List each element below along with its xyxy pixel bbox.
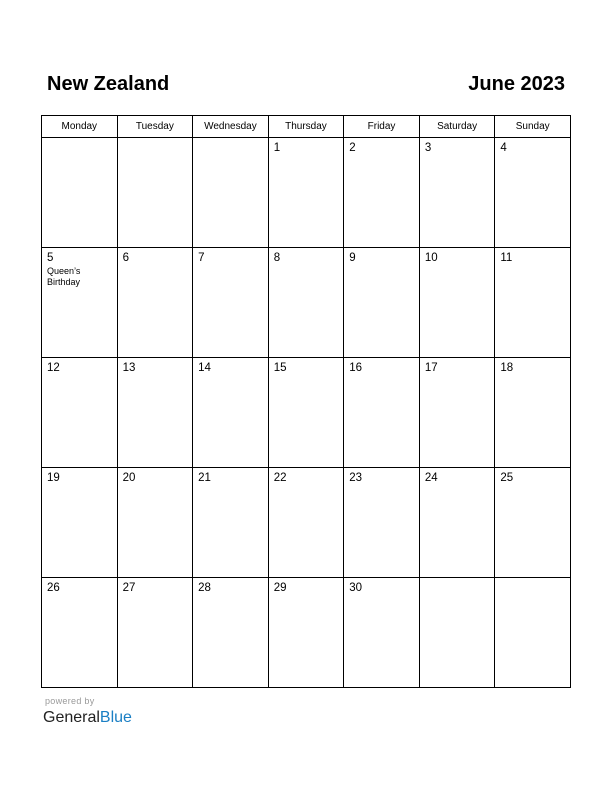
day-number: 26	[47, 582, 60, 594]
weekday-header-monday: Monday	[42, 116, 118, 138]
brand-general-text: General	[43, 709, 100, 726]
day-number: 14	[198, 362, 211, 374]
day-cell	[344, 138, 420, 248]
day-cell	[42, 248, 118, 358]
day-number: 24	[424, 472, 438, 484]
country-title: New Zealand	[47, 73, 170, 95]
day-cell	[193, 578, 269, 688]
day-cell	[495, 578, 571, 688]
day-cell	[495, 468, 571, 578]
generalblue-logo[interactable]	[43, 708, 132, 728]
day-cell	[42, 138, 118, 248]
day-number: 30	[349, 582, 363, 594]
day-number: 22	[273, 472, 287, 484]
weekday-header-tuesday: Tuesday	[117, 116, 193, 138]
day-cell	[419, 248, 495, 358]
day-cell	[495, 248, 571, 358]
weekday-header-friday: Friday	[344, 116, 420, 138]
day-number: 11	[500, 252, 513, 264]
day-number: 16	[349, 362, 363, 374]
day-cell	[42, 578, 118, 688]
day-cell	[344, 578, 420, 688]
day-cell	[193, 468, 269, 578]
day-cell	[117, 248, 193, 358]
month-year-title: June 2023	[468, 73, 565, 95]
day-cell	[268, 138, 344, 248]
day-number	[193, 138, 268, 141]
day-cell	[344, 468, 420, 578]
day-cell	[268, 358, 344, 468]
day-cell	[495, 358, 571, 468]
week-row	[42, 138, 571, 248]
day-number: 12	[47, 362, 60, 374]
holiday-label: Queen’s Birthday	[47, 266, 81, 287]
day-number: 3	[424, 142, 432, 154]
day-number: 28	[198, 582, 211, 594]
day-number	[420, 578, 495, 581]
weekday-header-wednesday: Wednesday	[193, 116, 269, 138]
footer-branding	[43, 696, 132, 728]
day-number: 18	[500, 362, 514, 374]
day-cell	[193, 138, 269, 248]
day-cell	[344, 358, 420, 468]
day-cell	[117, 578, 193, 688]
powered-by-label: powered by	[45, 696, 95, 706]
day-cell	[268, 578, 344, 688]
day-cell	[268, 248, 344, 358]
day-number: 2	[349, 142, 356, 154]
day-cell	[419, 468, 495, 578]
day-number	[118, 138, 193, 141]
day-cell	[42, 468, 118, 578]
day-number: 20	[122, 472, 136, 484]
week-row	[42, 358, 571, 468]
week-row	[42, 248, 571, 358]
weekday-header-thursday: Thursday	[268, 116, 344, 138]
day-number: 27	[122, 582, 136, 594]
day-cell	[42, 358, 118, 468]
day-number: 7	[198, 252, 205, 264]
day-cell	[419, 578, 495, 688]
day-number: 23	[349, 472, 363, 484]
day-number: 29	[273, 582, 287, 594]
day-cell	[193, 358, 269, 468]
weekday-header-sunday: Sunday	[495, 116, 571, 138]
day-number	[495, 578, 570, 581]
weekday-header-saturday: Saturday	[419, 116, 495, 138]
day-cell	[344, 248, 420, 358]
day-number: 19	[47, 472, 60, 484]
day-number: 17	[424, 362, 438, 374]
day-cell	[495, 138, 571, 248]
day-number: 13	[122, 362, 136, 374]
day-cell	[419, 138, 495, 248]
day-number: 6	[122, 252, 129, 264]
day-cell	[419, 358, 495, 468]
day-number: 25	[500, 472, 514, 484]
week-row	[42, 468, 571, 578]
brand-blue-text: Blue	[99, 709, 132, 726]
day-cell	[117, 138, 193, 248]
calendar-grid	[41, 115, 571, 688]
weekday-header-row	[42, 116, 571, 138]
day-cell	[117, 468, 193, 578]
day-number: 21	[198, 472, 211, 484]
week-row	[42, 578, 571, 688]
day-number: 4	[500, 142, 507, 154]
day-cell	[193, 248, 269, 358]
day-cell	[268, 468, 344, 578]
day-number: 5	[47, 252, 54, 264]
day-cell	[117, 358, 193, 468]
day-number: 15	[273, 362, 287, 374]
day-number: 9	[349, 252, 356, 264]
day-number	[42, 138, 117, 141]
day-number: 8	[273, 252, 281, 264]
day-number: 1	[273, 142, 281, 154]
day-number: 10	[424, 252, 438, 264]
